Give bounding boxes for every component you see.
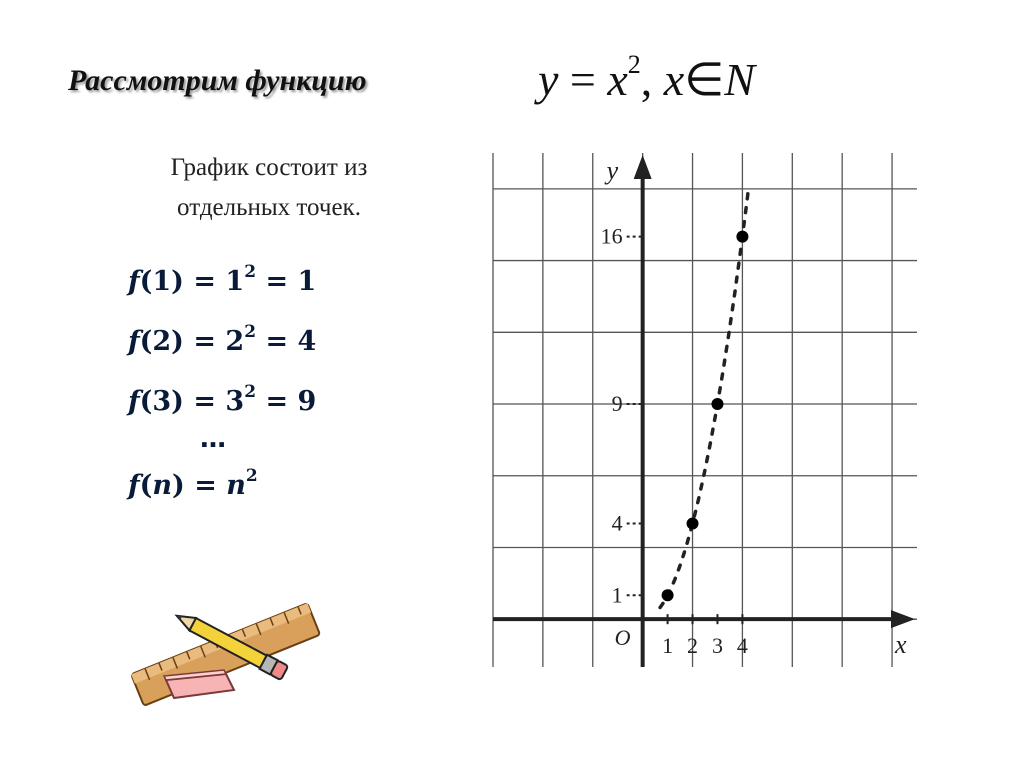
y-tick-label: 9 xyxy=(611,391,623,417)
x-tick-label: 1 xyxy=(662,633,674,659)
description-line: отдельных точек. xyxy=(177,194,361,221)
description-line: График состоит из xyxy=(170,154,368,181)
data-point xyxy=(687,518,699,530)
y-axis-arrow xyxy=(634,155,652,179)
data-point xyxy=(662,589,674,601)
x-axis-label: x xyxy=(895,630,907,660)
function-formula: $y = x^2$, x∈N xyxy=(538,50,755,105)
origin-label: O xyxy=(614,625,631,651)
x-axis-arrow xyxy=(891,610,915,628)
y-tick-label: 1 xyxy=(611,582,623,608)
equation-f2: $f(2) = 2^2 = 4$ xyxy=(128,322,317,357)
x-tick-label: 2 xyxy=(687,633,699,659)
y-tick-label: 16 xyxy=(600,223,623,249)
slide-title: Рассмотрим функцию xyxy=(68,64,367,97)
data-point xyxy=(711,398,723,410)
dotted-parabola xyxy=(660,187,749,607)
data-point xyxy=(736,231,748,243)
equation-f3: $f(3) = 3^2 = 9$ xyxy=(128,382,317,417)
x-tick-label: 3 xyxy=(711,633,723,659)
equation-f1: $f(1) = 1^2 = 1$ xyxy=(128,262,317,297)
ellipsis: … xyxy=(200,424,225,454)
x-tick-label: 4 xyxy=(736,633,748,659)
ruler-pencil-eraser-icon xyxy=(118,588,328,708)
parabola-graph xyxy=(485,145,925,675)
equation-fn: $f(n) = n^2$ xyxy=(128,466,258,501)
graph-description xyxy=(96,148,442,228)
y-axis-label: y xyxy=(606,156,619,185)
y-tick-label: 4 xyxy=(611,510,623,536)
